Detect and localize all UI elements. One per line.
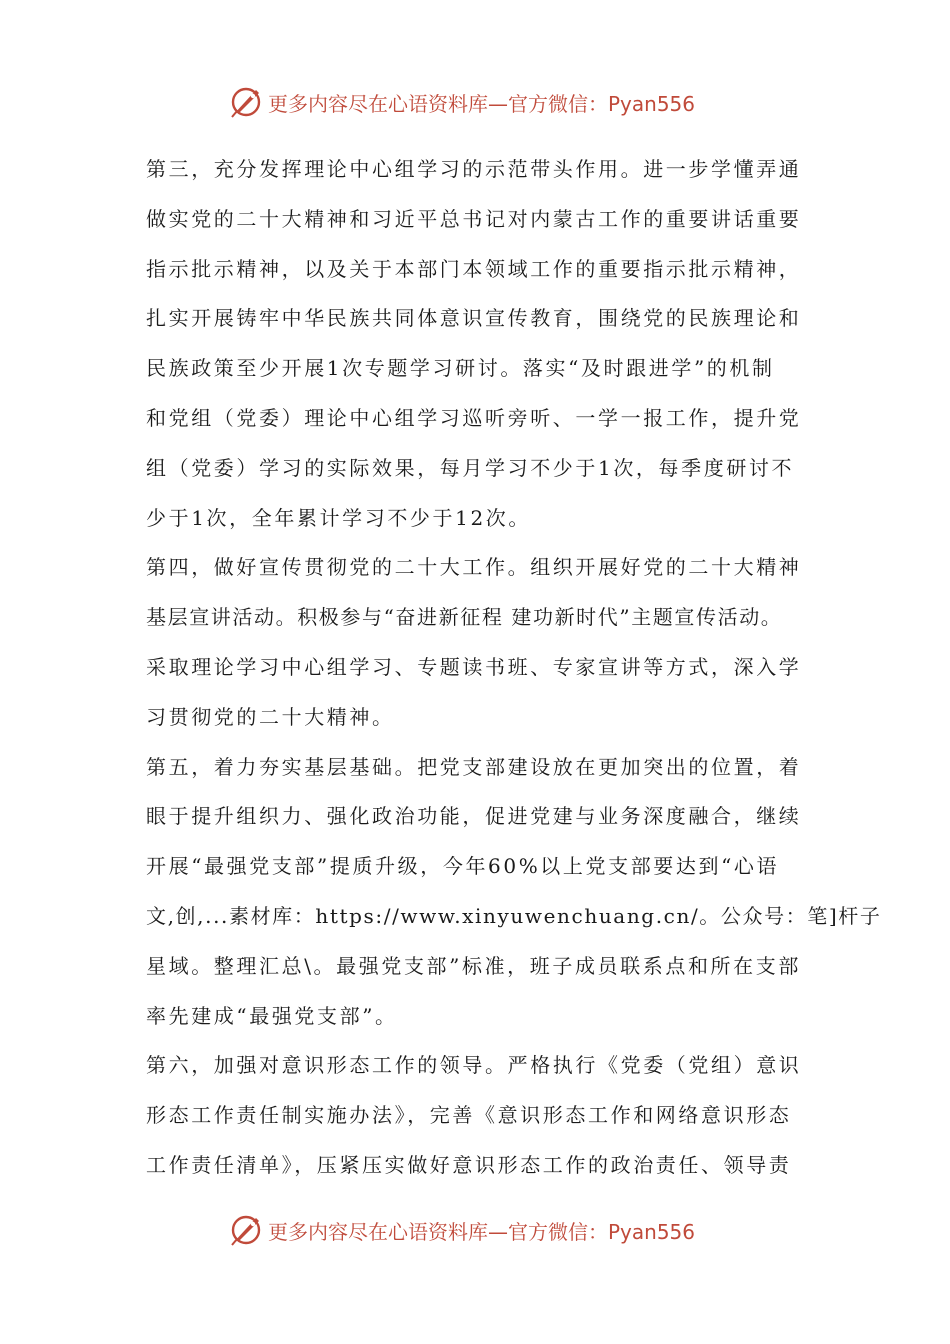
text-line: 率先建成“最强党支部”。 [146,1003,398,1028]
text-line: 第六，加强对意识形态工作的领导。严格执行《党委（党组）意识 [146,1053,802,1078]
text-line: 和党组（党委）理论中心组学习巡听旁听、一学一报工作，提升党 [146,405,802,430]
text-line: 工作责任清单》，压紧压实做好意识形态工作的政治责任、领导责 [146,1152,792,1177]
text-line: 第三，充分发挥理论中心组学习的示范带头作用。进一步学懂弄通 [146,157,802,181]
banner-contact: —官方微信：Pyan556 [488,91,696,116]
text-line: 第四，做好宣传贯彻党的二十大工作。组织开展好党的二十大精神 [146,555,802,580]
text-line: 第五，着力夯实基层基础。把党支部建设放在更加突出的位置，着 [146,754,802,779]
text-line: 组（党委）学习的实际效果，每月学习不少于1次，每季度研讨不 [146,455,795,480]
footer-banner [228,1210,748,1250]
banner-contact: —官方微信：Pyan556 [488,1219,696,1244]
text-line: 眼于提升组织力、强化政治功能，促进党建与业务深度融合，继续 [146,804,802,829]
text-line: 习贯彻党的二十大精神。 [146,704,395,729]
text-line: 文,创,...素材库：https://www.xinyuwenchuang.cn/。公众号：笔]杆子 [146,903,882,928]
banner-title: 更多内容尽在心语资料库 [268,91,488,116]
text-line: 民族政策至少开展1次专题学习研讨。落实“及时跟进学”的机制 [146,356,775,381]
text-line: 形态工作责任制实施办法》，完善《意识形态工作和网络意识形态 [146,1103,792,1128]
quill-logo-icon [228,84,264,120]
banner-title: 更多内容尽在心语资料库 [268,1219,488,1244]
quill-logo-icon [228,1212,264,1248]
text-line: 指示批示精神，以及关于本部门本领域工作的重要指示批示精神， [146,256,802,281]
text-line: 基层宣讲活动。积极参与“奋进新征程 建功新时代”主题宣传活动。 [146,605,783,630]
text-line: 扎实开展铸牢中华民族共同体意识宣传教育，围绕党的民族理论和 [146,306,802,331]
header-banner [228,82,748,122]
text-line: 开展“最强党支部”提质升级，今年60%以上党支部要达到“心语 [146,854,780,879]
text-line: 星域。整理汇总\。最强党支部”标准，班子成员联系点和所在支部 [146,953,801,978]
text-line: 少于1次，全年累计学习不少于12次。 [146,505,531,530]
text-line: 采取理论学习中心组学习、专题读书班、专家宣讲等方式，深入学 [146,654,802,679]
text-line: 做实党的二十大精神和习近平总书记对内蒙古工作的重要讲话重要 [146,206,802,231]
body-text [146,145,882,1191]
